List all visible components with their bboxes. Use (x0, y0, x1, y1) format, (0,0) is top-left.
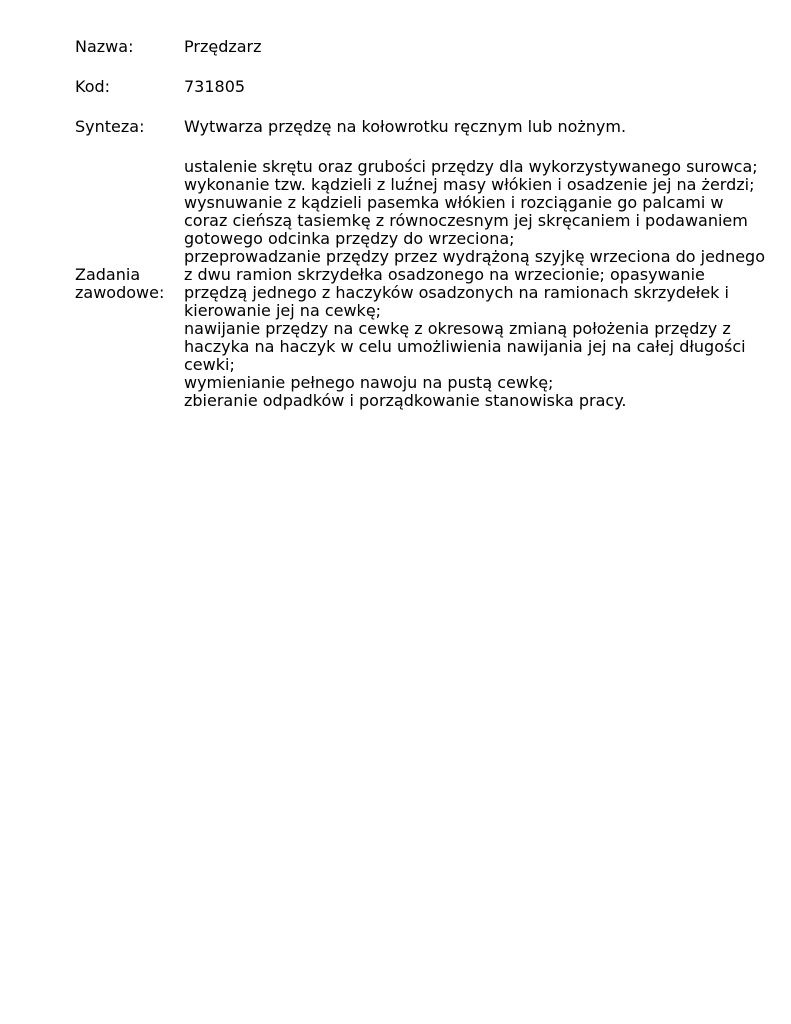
tasks-label-line: Zadania (75, 265, 141, 284)
task-line: przeprowadzanie przędzy przez wydrążoną szyjkę wrzeciona do jednego (184, 247, 765, 266)
tasks-label-line: zawodowe: (75, 283, 165, 302)
task-item (184, 374, 784, 392)
task-line: wykonanie tzw. kądzieli z luźnej masy włókien i osadzenie jej na żerdzi; (184, 175, 755, 194)
task-line: haczyka na haczyk w celu umożliwienia nawijania jej na całej długości (184, 337, 746, 356)
task-item (184, 320, 784, 374)
task-line: wysnuwanie z kądzieli pasemka włókien i rozciąganie go palcami w (184, 193, 724, 212)
synthesis-label: Synteza: (75, 117, 145, 136)
task-line: cewki; (184, 355, 235, 374)
task-line: gotowego odcinka przędzy do wrzeciona; (184, 229, 515, 248)
task-line: wymienianie pełnego nawoju na pustą cewkę; (184, 373, 554, 392)
task-line: coraz cieńszą tasiemkę z równoczesnym jej skręcaniem i podawaniem (184, 211, 748, 230)
task-item (184, 248, 784, 320)
task-item (184, 176, 784, 194)
task-line: kierowanie jej na cewkę; (184, 301, 382, 320)
task-item (184, 158, 784, 176)
task-item (184, 194, 784, 248)
task-line: nawijanie przędzy na cewkę z okresową zmianą położenia przędzy z (184, 319, 731, 338)
task-line: zbieranie odpadków i porządkowanie stanowiska pracy. (184, 391, 627, 410)
name-value: Przędzarz (184, 37, 262, 56)
task-line: z dwu ramion skrzydełka osadzonego na wrzecionie; opasywanie (184, 265, 705, 284)
code-label: Kod: (75, 77, 111, 96)
tasks-list (184, 158, 784, 410)
synthesis-value: Wytwarza przędzę na kołowrotku ręcznym lub nożnym. (184, 117, 627, 136)
task-item (184, 392, 784, 410)
code-value: 731805 (184, 77, 246, 96)
tasks-label (75, 266, 164, 302)
name-label: Nazwa: (75, 37, 134, 56)
task-line: ustalenie skrętu oraz grubości przędzy dla wykorzystywanego surowca; (184, 157, 758, 176)
task-line: przędzą jednego z haczyków osadzonych na ramionach skrzydełek i (184, 283, 729, 302)
